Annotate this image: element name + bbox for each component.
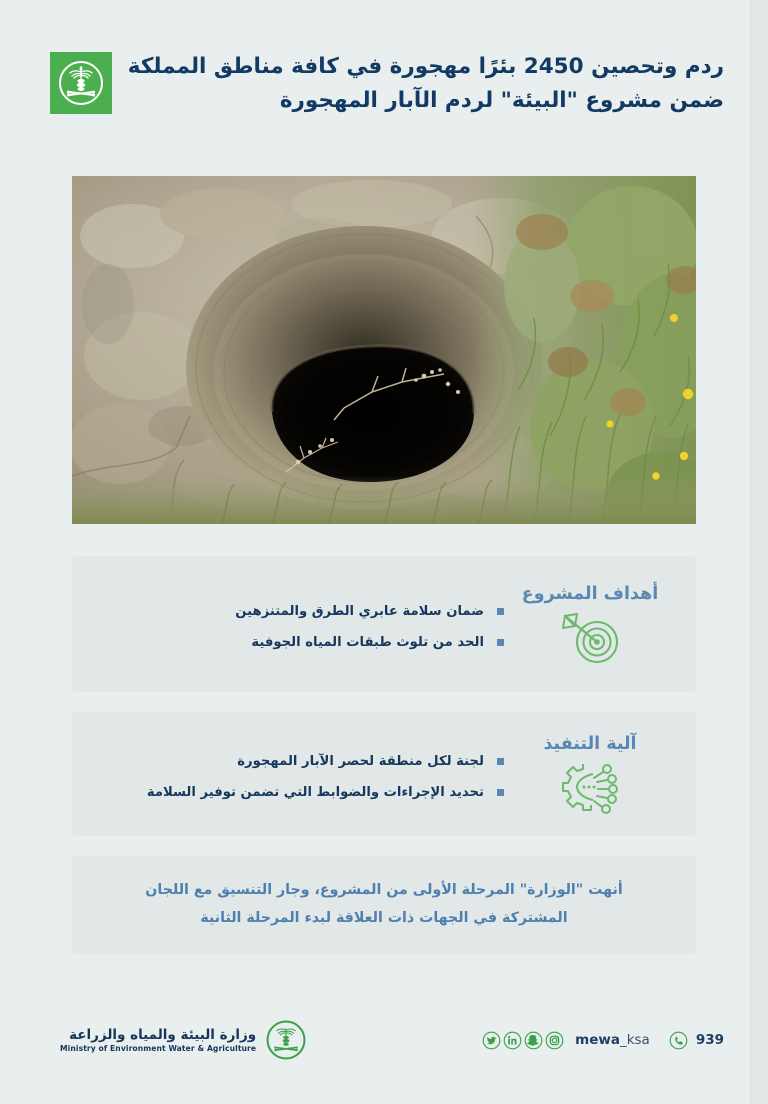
bullet-square-icon <box>497 758 504 765</box>
instagram-icon[interactable] <box>545 1031 564 1050</box>
list-item <box>102 604 504 619</box>
header <box>0 48 768 146</box>
status-text <box>92 877 676 932</box>
list-item <box>102 785 504 800</box>
well-photo <box>72 176 696 524</box>
card-method-bullets <box>92 748 504 800</box>
page-right-edge-strip <box>750 0 768 1104</box>
list-item <box>102 635 504 650</box>
saudi-emblem-palm-swords-icon <box>56 58 106 108</box>
list-item <box>102 754 504 769</box>
page-title <box>112 48 724 118</box>
card-goals-side <box>504 580 676 668</box>
handle-thin: _ksa <box>619 1032 650 1048</box>
social-icons <box>482 1031 564 1050</box>
ministry-emblem-icon <box>265 1019 307 1061</box>
phone-block <box>669 1031 724 1050</box>
bullet-square-icon <box>497 789 504 796</box>
bullet-square-icon <box>497 639 504 646</box>
bullet-text: ضمان سلامة عابري الطرق والمتنزهين <box>235 604 484 619</box>
phone-number: 939 <box>695 1032 724 1048</box>
saudi-emblem-badge <box>50 52 112 114</box>
card-method-side <box>504 730 676 818</box>
social-handle <box>575 1032 650 1048</box>
phone-icon <box>669 1031 688 1050</box>
target-arrow-icon <box>553 606 627 668</box>
ministry-logo <box>60 1019 307 1061</box>
card-implementation-mechanism <box>72 712 696 836</box>
bullet-text: الحد من تلوث طبقات المياه الجوفية <box>251 635 484 650</box>
bullet-square-icon <box>497 608 504 615</box>
handle-bold: mewa <box>575 1032 620 1048</box>
ministry-name <box>60 1027 256 1054</box>
status-line-1: أنهت "الوزارة" المرحلة الأولى من المشروع، وجار التنسيق مع اللجان <box>145 882 623 899</box>
bullet-text: لجنة لكل منطقة لحصر الآبار المهجورة <box>237 754 484 769</box>
card-method-heading: آلية التنفيذ <box>543 734 637 754</box>
ministry-name-arabic: وزارة البيئة والمياه والزراعة <box>69 1026 257 1043</box>
ministry-name-english: Ministry of Environment Water & Agriculture <box>60 1043 257 1053</box>
twitter-icon[interactable] <box>482 1031 501 1050</box>
footer <box>0 1012 768 1068</box>
abandoned-well-photo-image <box>72 176 696 524</box>
card-project-goals <box>72 556 696 692</box>
linkedin-icon[interactable] <box>503 1031 522 1050</box>
page-title-line-2: ضمن مشروع "البيئة" لردم الآبار المهجورة <box>279 87 724 113</box>
page-title-line-1: ردم وتحصين 2450 بئرًا مهجورة في كافة مناطق المملكة <box>127 54 724 79</box>
social-block <box>482 1031 724 1050</box>
gear-circuit-icon <box>553 756 627 818</box>
card-project-status <box>72 856 696 954</box>
snapchat-icon[interactable] <box>524 1031 543 1050</box>
bullet-text: تحديد الإجراءات والضوابط التي تضمن توفير السلامة <box>146 785 484 800</box>
card-goals-heading: أهداف المشروع <box>521 584 659 604</box>
status-line-2: المشتركة في الجهات ذات العلاقة لبدء المرحلة الثانية <box>200 910 568 926</box>
card-goals-bullets <box>92 598 504 650</box>
